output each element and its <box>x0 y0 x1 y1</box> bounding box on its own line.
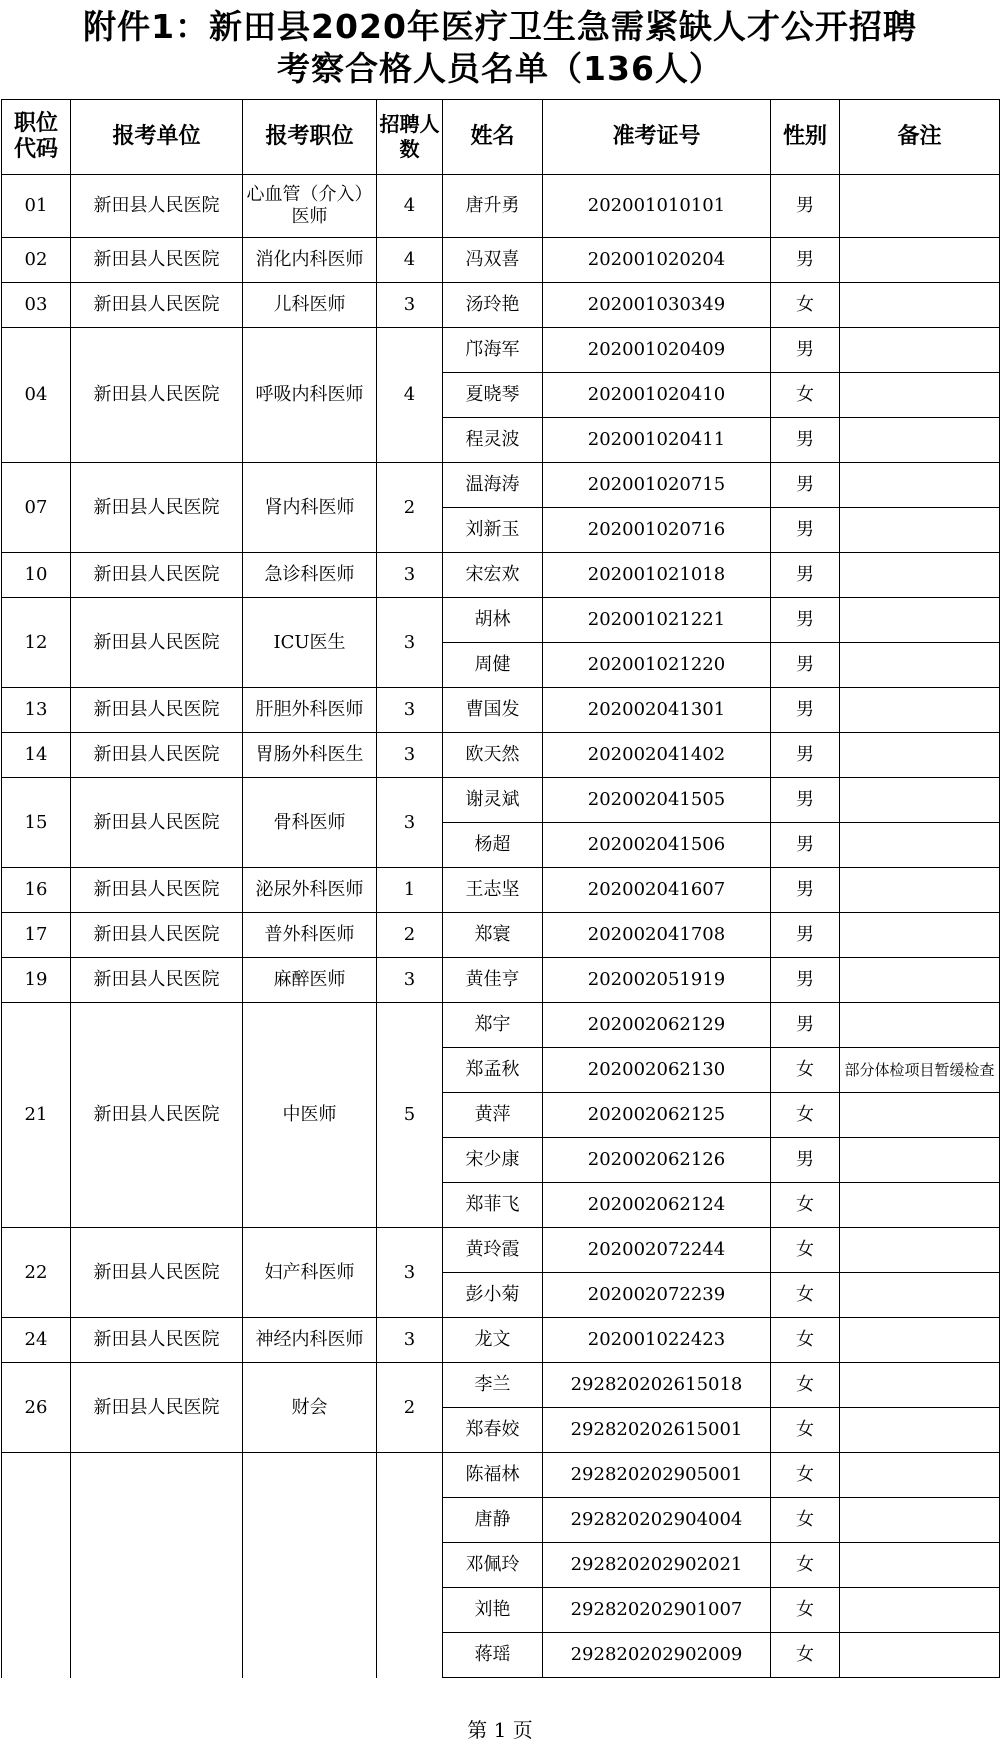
table-row <box>2 598 1000 643</box>
table-row <box>2 733 1000 778</box>
note-cell <box>840 688 1000 733</box>
gender-cell: 男 <box>771 868 840 913</box>
header-unit: 报考单位 <box>71 100 243 175</box>
note-cell <box>840 1363 1000 1408</box>
note-cell <box>840 1273 1000 1318</box>
page-footer: 第 1 页 <box>467 1718 533 1742</box>
post-cell: 泌尿外科医师 <box>243 868 377 913</box>
name-cell: 程灵波 <box>443 418 543 463</box>
gender-cell: 男 <box>771 688 840 733</box>
note-cell <box>840 1138 1000 1183</box>
post-cell: 急诊科医师 <box>243 553 377 598</box>
position-code: 10 <box>2 553 71 598</box>
note-cell <box>840 508 1000 553</box>
gender-cell: 女 <box>771 1183 840 1228</box>
name-cell: 刘艳 <box>443 1588 543 1633</box>
name-cell: 邓佩玲 <box>443 1543 543 1588</box>
note-cell <box>840 733 1000 778</box>
quota-cell: 4 <box>377 175 443 238</box>
exam-number-cell: 202002051919 <box>543 958 771 1003</box>
exam-number-cell: 202001021018 <box>543 553 771 598</box>
quota-cell: 1 <box>377 868 443 913</box>
exam-number-cell: 202002041505 <box>543 778 771 823</box>
gender-cell: 女 <box>771 1048 840 1093</box>
candidate-table <box>1 99 1000 1678</box>
note-cell <box>840 328 1000 373</box>
exam-number-cell: 202002072244 <box>543 1228 771 1273</box>
gender-cell: 女 <box>771 1273 840 1318</box>
exam-number-cell: 202002041607 <box>543 868 771 913</box>
name-cell: 汤玲艳 <box>443 283 543 328</box>
exam-number-cell: 202001021220 <box>543 643 771 688</box>
name-cell: 夏晓琴 <box>443 373 543 418</box>
position-code: 02 <box>2 238 71 283</box>
name-cell: 郑孟秋 <box>443 1048 543 1093</box>
note-cell <box>840 1633 1000 1678</box>
post-cell: 胃肠外科医生 <box>243 733 377 778</box>
unit-cell: 新田县人民医院 <box>71 868 243 913</box>
name-cell: 郑春姣 <box>443 1408 543 1453</box>
table-row <box>2 553 1000 598</box>
quota-cell <box>377 1453 443 1678</box>
gender-cell: 男 <box>771 1003 840 1048</box>
note-cell <box>840 238 1000 283</box>
note-cell <box>840 463 1000 508</box>
exam-number-cell: 202002041301 <box>543 688 771 733</box>
table-body <box>2 175 1000 1678</box>
exam-number-cell: 292820202902009 <box>543 1633 771 1678</box>
note-cell <box>840 1498 1000 1543</box>
note-cell <box>840 1183 1000 1228</box>
name-cell: 谢灵斌 <box>443 778 543 823</box>
exam-number-cell: 202001020715 <box>543 463 771 508</box>
exam-number-cell: 202001020411 <box>543 418 771 463</box>
unit-cell: 新田县人民医院 <box>71 328 243 463</box>
position-code: 04 <box>2 328 71 463</box>
gender-cell: 女 <box>771 1408 840 1453</box>
exam-number-cell: 292820202901007 <box>543 1588 771 1633</box>
position-code: 03 <box>2 283 71 328</box>
name-cell: 胡林 <box>443 598 543 643</box>
position-code: 13 <box>2 688 71 733</box>
exam-number-cell: 202001010101 <box>543 175 771 238</box>
name-cell: 彭小菊 <box>443 1273 543 1318</box>
position-code: 12 <box>2 598 71 688</box>
table-header <box>2 100 1000 175</box>
exam-number-cell: 202001030349 <box>543 283 771 328</box>
note-cell <box>840 1003 1000 1048</box>
gender-cell: 女 <box>771 1543 840 1588</box>
exam-number-cell: 202002062125 <box>543 1093 771 1138</box>
note-cell <box>840 643 1000 688</box>
header-exam: 准考证号 <box>543 100 771 175</box>
quota-cell: 5 <box>377 1003 443 1228</box>
header-name: 姓名 <box>443 100 543 175</box>
post-cell: 普外科医师 <box>243 913 377 958</box>
name-cell: 黄萍 <box>443 1093 543 1138</box>
exam-number-cell: 202001020716 <box>543 508 771 553</box>
gender-cell: 男 <box>771 418 840 463</box>
gender-cell: 男 <box>771 328 840 373</box>
note-cell <box>840 958 1000 1003</box>
post-cell: 神经内科医师 <box>243 1318 377 1363</box>
post-cell: 心血管（介入）医师 <box>243 175 377 238</box>
exam-number-cell: 202002062126 <box>543 1138 771 1183</box>
table-row <box>2 463 1000 508</box>
gender-cell: 男 <box>771 913 840 958</box>
name-cell: 郑宇 <box>443 1003 543 1048</box>
name-cell: 郑菲飞 <box>443 1183 543 1228</box>
quota-cell: 3 <box>377 283 443 328</box>
exam-number-cell: 202001021221 <box>543 598 771 643</box>
quota-cell: 3 <box>377 598 443 688</box>
gender-cell: 男 <box>771 778 840 823</box>
exam-number-cell: 202001020204 <box>543 238 771 283</box>
name-cell: 蒋瑶 <box>443 1633 543 1678</box>
post-cell: 妇产科医师 <box>243 1228 377 1318</box>
name-cell: 黄佳亨 <box>443 958 543 1003</box>
post-cell: 消化内科医师 <box>243 238 377 283</box>
post-cell <box>243 1453 377 1678</box>
note-cell <box>840 868 1000 913</box>
unit-cell: 新田县人民医院 <box>71 1228 243 1318</box>
gender-cell: 男 <box>771 463 840 508</box>
position-code: 22 <box>2 1228 71 1318</box>
post-cell: ICU医生 <box>243 598 377 688</box>
name-cell: 唐升勇 <box>443 175 543 238</box>
note-cell <box>840 1408 1000 1453</box>
post-cell: 中医师 <box>243 1003 377 1228</box>
name-cell: 郑寰 <box>443 913 543 958</box>
document-title-line-2: 考察合格人员名单（136人） <box>277 49 723 88</box>
unit-cell: 新田县人民医院 <box>71 778 243 868</box>
exam-number-cell: 202002041708 <box>543 913 771 958</box>
quota-cell: 2 <box>377 1363 443 1453</box>
name-cell: 唐静 <box>443 1498 543 1543</box>
post-cell: 骨科医师 <box>243 778 377 868</box>
position-code: 19 <box>2 958 71 1003</box>
gender-cell: 男 <box>771 823 840 868</box>
name-cell: 冯双喜 <box>443 238 543 283</box>
gender-cell: 男 <box>771 733 840 778</box>
exam-number-cell: 202002062129 <box>543 1003 771 1048</box>
unit-cell: 新田县人民医院 <box>71 553 243 598</box>
note-cell <box>840 1318 1000 1363</box>
position-code: 26 <box>2 1363 71 1453</box>
name-cell: 宋宏欢 <box>443 553 543 598</box>
exam-number-cell: 292820202615018 <box>543 1363 771 1408</box>
gender-cell: 女 <box>771 283 840 328</box>
gender-cell: 女 <box>771 1363 840 1408</box>
gender-cell: 男 <box>771 238 840 283</box>
post-cell: 肾内科医师 <box>243 463 377 553</box>
header-code: 职位代码 <box>2 100 71 175</box>
table-row <box>2 958 1000 1003</box>
name-cell: 李兰 <box>443 1363 543 1408</box>
note-cell <box>840 823 1000 868</box>
name-cell: 宋少康 <box>443 1138 543 1183</box>
table-row <box>2 238 1000 283</box>
gender-cell: 女 <box>771 1588 840 1633</box>
position-code <box>2 1453 71 1678</box>
exam-number-cell: 202002041506 <box>543 823 771 868</box>
table-row <box>2 1363 1000 1408</box>
name-cell: 陈福林 <box>443 1453 543 1498</box>
note-cell <box>840 778 1000 823</box>
note-cell <box>840 1588 1000 1633</box>
header-post: 报考职位 <box>243 100 377 175</box>
unit-cell: 新田县人民医院 <box>71 1363 243 1453</box>
quota-cell: 4 <box>377 328 443 463</box>
exam-number-cell: 202002072239 <box>543 1273 771 1318</box>
note-cell <box>840 1228 1000 1273</box>
position-code: 15 <box>2 778 71 868</box>
gender-cell: 女 <box>771 1453 840 1498</box>
note-cell <box>840 1453 1000 1498</box>
table-row <box>2 1003 1000 1048</box>
note-cell <box>840 418 1000 463</box>
name-cell: 邝海军 <box>443 328 543 373</box>
exam-number-cell: 292820202902021 <box>543 1543 771 1588</box>
gender-cell: 女 <box>771 1498 840 1543</box>
note-cell <box>840 1093 1000 1138</box>
table-row <box>2 175 1000 238</box>
name-cell: 曹国发 <box>443 688 543 733</box>
note-cell <box>840 553 1000 598</box>
quota-cell: 4 <box>377 238 443 283</box>
name-cell: 周健 <box>443 643 543 688</box>
unit-cell: 新田县人民医院 <box>71 598 243 688</box>
table-row <box>2 328 1000 373</box>
unit-cell: 新田县人民医院 <box>71 1318 243 1363</box>
post-cell: 麻醉医师 <box>243 958 377 1003</box>
table-row <box>2 913 1000 958</box>
exam-number-cell: 292820202905001 <box>543 1453 771 1498</box>
position-code: 21 <box>2 1003 71 1228</box>
quota-cell: 3 <box>377 553 443 598</box>
quota-cell: 3 <box>377 733 443 778</box>
exam-number-cell: 202002062130 <box>543 1048 771 1093</box>
name-cell: 杨超 <box>443 823 543 868</box>
gender-cell: 男 <box>771 553 840 598</box>
post-cell: 儿科医师 <box>243 283 377 328</box>
exam-number-cell: 202002041402 <box>543 733 771 778</box>
quota-cell: 3 <box>377 1318 443 1363</box>
gender-cell: 女 <box>771 373 840 418</box>
note-cell <box>840 175 1000 238</box>
post-cell: 财会 <box>243 1363 377 1453</box>
unit-cell: 新田县人民医院 <box>71 913 243 958</box>
exam-number-cell: 292820202615001 <box>543 1408 771 1453</box>
quota-cell: 3 <box>377 1228 443 1318</box>
quota-cell: 3 <box>377 778 443 868</box>
note-cell <box>840 373 1000 418</box>
unit-cell: 新田县人民医院 <box>71 283 243 328</box>
unit-cell: 新田县人民医院 <box>71 688 243 733</box>
unit-cell: 新田县人民医院 <box>71 175 243 238</box>
table-row <box>2 1228 1000 1273</box>
unit-cell: 新田县人民医院 <box>71 238 243 283</box>
exam-number-cell: 292820202904004 <box>543 1498 771 1543</box>
unit-cell: 新田县人民医院 <box>71 463 243 553</box>
post-cell: 呼吸内科医师 <box>243 328 377 463</box>
name-cell: 刘新玉 <box>443 508 543 553</box>
position-code: 17 <box>2 913 71 958</box>
name-cell: 欧天然 <box>443 733 543 778</box>
gender-cell: 男 <box>771 598 840 643</box>
position-code: 01 <box>2 175 71 238</box>
gender-cell: 女 <box>771 1228 840 1273</box>
post-cell: 肝胆外科医师 <box>243 688 377 733</box>
exam-number-cell: 202001020409 <box>543 328 771 373</box>
table-row <box>2 1318 1000 1363</box>
unit-cell: 新田县人民医院 <box>71 733 243 778</box>
note-cell <box>840 598 1000 643</box>
table-row <box>2 1453 1000 1498</box>
gender-cell: 男 <box>771 508 840 553</box>
gender-cell: 女 <box>771 1633 840 1678</box>
name-cell: 黄玲霞 <box>443 1228 543 1273</box>
gender-cell: 男 <box>771 643 840 688</box>
quota-cell: 3 <box>377 688 443 733</box>
note-cell <box>840 283 1000 328</box>
note-cell <box>840 913 1000 958</box>
position-code: 14 <box>2 733 71 778</box>
name-cell: 王志坚 <box>443 868 543 913</box>
name-cell: 龙文 <box>443 1318 543 1363</box>
gender-cell: 女 <box>771 1318 840 1363</box>
quota-cell: 2 <box>377 913 443 958</box>
table-row <box>2 868 1000 913</box>
gender-cell: 男 <box>771 1138 840 1183</box>
name-cell: 温海涛 <box>443 463 543 508</box>
table-row <box>2 688 1000 733</box>
note-cell <box>840 1543 1000 1588</box>
position-code: 24 <box>2 1318 71 1363</box>
position-code: 16 <box>2 868 71 913</box>
note-cell: 部分体检项目暂缓检查 <box>840 1048 1000 1093</box>
header-num: 招聘人数 <box>377 100 443 175</box>
quota-cell: 3 <box>377 958 443 1003</box>
exam-number-cell: 202001022423 <box>543 1318 771 1363</box>
unit-cell: 新田县人民医院 <box>71 958 243 1003</box>
document-title-line-1: 附件1：新田县2020年医疗卫生急需紧缺人才公开招聘 <box>83 7 917 46</box>
header-note: 备注 <box>840 100 1000 175</box>
quota-cell: 2 <box>377 463 443 553</box>
table-row <box>2 778 1000 823</box>
gender-cell: 女 <box>771 1093 840 1138</box>
exam-number-cell: 202002062124 <box>543 1183 771 1228</box>
unit-cell: 新田县人民医院 <box>71 1003 243 1228</box>
gender-cell: 男 <box>771 175 840 238</box>
table-row <box>2 283 1000 328</box>
exam-number-cell: 202001020410 <box>543 373 771 418</box>
gender-cell: 男 <box>771 958 840 1003</box>
position-code: 07 <box>2 463 71 553</box>
header-gender: 性别 <box>771 100 840 175</box>
unit-cell <box>71 1453 243 1678</box>
